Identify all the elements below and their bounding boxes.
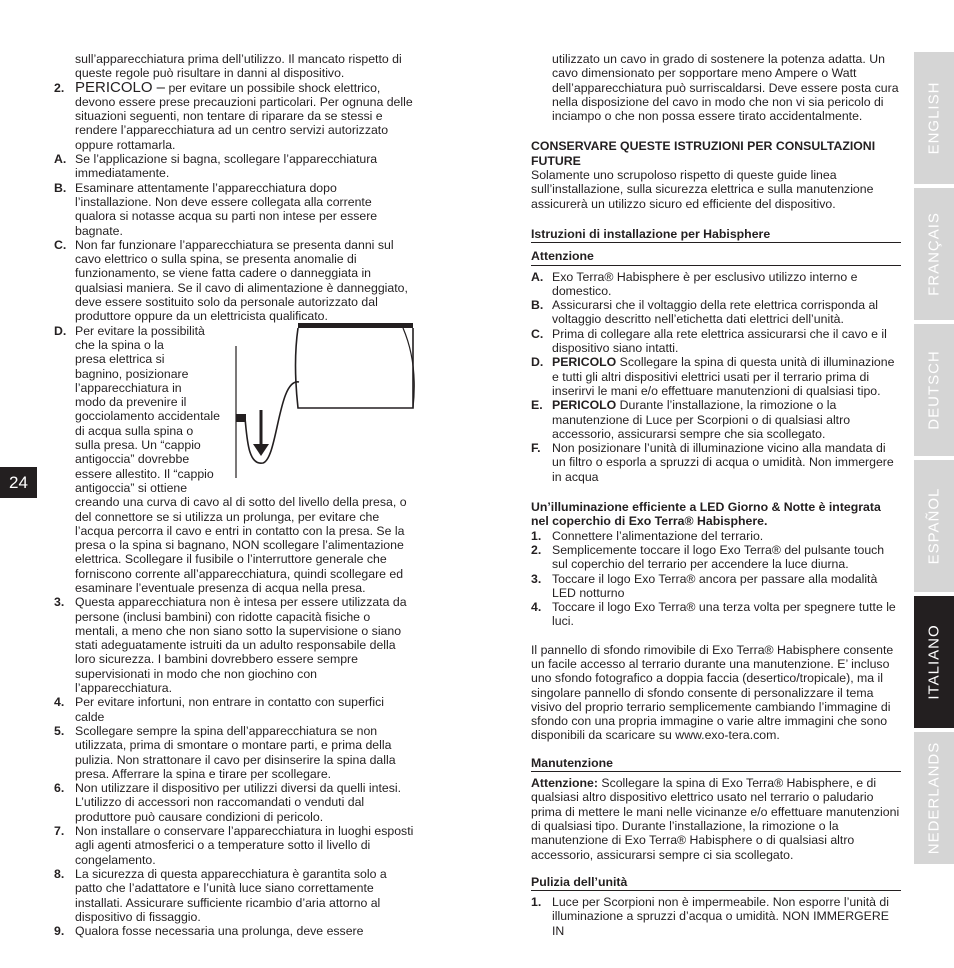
list-item bbox=[54, 595, 416, 695]
item-number: C. bbox=[531, 326, 544, 341]
danger-title: PERICOLO – bbox=[75, 78, 166, 96]
cable-loop bbox=[245, 382, 299, 463]
item-number: 5. bbox=[54, 723, 65, 738]
item-text: Durante l’installazione, la rimozione o la manutenzione di Luce per Scorpioni o di qualsiasi altro accessorio, assicurarsi sempre che sia scollegato. bbox=[552, 398, 851, 441]
list-item bbox=[531, 327, 901, 356]
item-d-line: sulla presa. Un “cappio bbox=[75, 438, 201, 453]
item-number: 3. bbox=[531, 571, 542, 586]
item-number: 1. bbox=[531, 528, 542, 543]
item-d-line: di acqua sulla spina o bbox=[75, 423, 194, 438]
item-bold-label: PERICOLO bbox=[552, 355, 617, 370]
item-letter: C. bbox=[54, 237, 67, 252]
tab-label: ESPAÑOL bbox=[925, 487, 943, 565]
item-text: Esaminare attentamente l’apparecchiatura dopo l’installazione. Non deve essere collegata alla corrente qualora si notasse acqua su parti non intese per essere bagnate. bbox=[75, 180, 378, 238]
item-text: Assicurarsi che il voltaggio della rete elettrica corrisponda al voltaggio descritto nell’etichetta dati elettrici dell’unità. bbox=[552, 298, 879, 327]
item-number: E. bbox=[531, 398, 543, 413]
item-number: A. bbox=[531, 269, 544, 284]
item-text: Non far funzionare l’apparecchiatura se presenta danni sul cavo elettrico o sulla spina, se presenta anomalie di funzionamento, se viene fatta cadere o danneggiata in qualsiasi maniera. Se il cavo di alimentazione è danneggiato, deve essere sostituito solo da personale autorizzato dal produttore oppure da un elettricista qualificato. bbox=[75, 237, 408, 324]
item-text: Scollegare sempre la spina dell’apparecchiatura se non utilizzata, prima di smontare o montare parti, e prima della pulizia. Non strattonare il cavo per disinserire la spina dalla presa. Afferrare la spina e tirare per scollegare. bbox=[75, 723, 396, 781]
terrarium-lid bbox=[298, 323, 413, 328]
paragraph-maintenance bbox=[531, 776, 901, 862]
item-number: 3. bbox=[54, 595, 65, 610]
wall-plug bbox=[236, 414, 246, 422]
item-text: per evitare un possibile shock elettrico, devono essere prese precauzioni particolari. Per ognuna delle situazioni seguenti, non tentare di riparare da se stessi e rendere l’apparecchiatura ad un centro servizi autorizzato oppure rottamarla. bbox=[75, 80, 413, 152]
led-list bbox=[531, 529, 901, 629]
list-item bbox=[531, 270, 901, 299]
tab-label: ENGLISH bbox=[925, 81, 943, 155]
item-text: Non installare o conservare l’apparecchiatura in luoghi esposti agli agenti atmosferici o a temperature sotto il livello di congelamento. bbox=[75, 824, 414, 867]
list-item bbox=[531, 441, 901, 484]
tab-deutsch[interactable] bbox=[914, 324, 954, 456]
list-item bbox=[54, 867, 416, 924]
list-item bbox=[531, 355, 901, 398]
item-text: Scollegare la spina di questa unità di illuminazione e tutti gli altri dispositivi elettrici usati per il terrario prima di inserirvi le mani e/o effettuare manutenzioni di qualsiasi tipo. bbox=[552, 355, 895, 398]
item-number: 4. bbox=[531, 600, 542, 615]
item-text: La sicurezza di questa apparecchiatura è garantita solo a patto che l’adattatore e l’unità luce siano correttamente installati. Assicurare sufficiente ricambio d’aria attorno al dispositivo di fissaggio. bbox=[75, 866, 387, 924]
list-item bbox=[54, 924, 416, 938]
list-item bbox=[54, 724, 416, 781]
item-text: Toccare il logo Exo Terra® ancora per passare alla modalità LED notturno bbox=[552, 571, 878, 600]
terrarium-glass bbox=[296, 328, 414, 408]
item-number: 8. bbox=[54, 866, 65, 881]
drip-loop-illustration bbox=[233, 318, 423, 478]
item-d-line: gocciolamento accidentale bbox=[75, 409, 220, 424]
tab-label: NEDERLANDS bbox=[925, 741, 943, 855]
list-item bbox=[531, 529, 901, 543]
item-d-line: antigoccia” dovrebbe bbox=[75, 452, 190, 467]
list-item bbox=[531, 895, 901, 938]
item-number: 2. bbox=[531, 542, 542, 557]
language-tabs bbox=[914, 52, 954, 868]
item-d-line: Per evitare la possibilità bbox=[75, 323, 205, 338]
item-letter: D. bbox=[54, 323, 67, 338]
item-d-line: antigoccia” si ottiene bbox=[75, 480, 188, 495]
item-d-line: essere allestito. Il “cappio bbox=[75, 466, 214, 481]
item-text: Toccare il logo Exo Terra® una terza volta per spegnere tutte le luci. bbox=[552, 600, 896, 629]
list-item-a bbox=[54, 152, 416, 181]
item-d-line: l’apparecchiatura in bbox=[75, 380, 182, 395]
list-item bbox=[531, 398, 901, 441]
item-text: Non utilizzare il dispositivo per utilizzi diversi da quelli intesi. L’utilizzo di accessori non raccomandati o venduti dal produttore può causare condizioni di pericolo. bbox=[75, 781, 402, 824]
tab-español[interactable] bbox=[914, 460, 954, 592]
right-column bbox=[531, 52, 901, 938]
item-d-line: bagnino, posizionare bbox=[75, 366, 189, 381]
item-letter: A. bbox=[54, 152, 67, 167]
item-number: D. bbox=[531, 355, 544, 370]
paragraph-panel: Il pannello di sfondo rimovibile di Exo Terra® Habisphere consente un facile accesso al terrario durante una manutenzione. E’ incluso uno sfondo fotografico a doppia faccia (desertico/tropicale), ma il singolare pannello di sfondo consente di personalizzare il tema visivo del proprio terrario semplicemente cambiando l’immagine di sfondo con una propria immagine o varie altre immagini che sono disponibili da scaricare su www.exo-tera.com. bbox=[531, 642, 894, 743]
item-text: creando una curva di cavo al di sotto del livello della presa, o del connettore se si utilizza un prolunga, per evitare che l’acqua percorra il cavo e entri in contatto con la presa. Se la presa o la spina si bagnano, NON scollegare l’alimentazione elettrica. Scollegare il fusibile o l’interruttore generale che forniscono corrente all’apparecchiatura, quindi scollegare ed esaminare l’eventuale presenza di acqua nella presa. bbox=[75, 495, 407, 595]
tab-english[interactable] bbox=[914, 52, 954, 184]
item-d-line: che la spina o la bbox=[75, 337, 164, 352]
list-item-b bbox=[54, 181, 416, 238]
item-text: Qualora fosse necessaria una prolunga, deve essere bbox=[75, 924, 364, 939]
paragraph-cont-9: utilizzato un cavo in grado di sostenere la potenza adatta. Un cavo dimensionato per sopportare meno Ampere o Watt dell’apparecchiatura può surriscaldarsi. Deve essere posta cura nella disposizione del cavo in modo che non vi sia pericolo di inciampo o che non possa essere tirato accidentalmente. bbox=[552, 52, 899, 124]
section-heading-maintenance: Manutenzione bbox=[531, 756, 901, 772]
list-item bbox=[54, 824, 416, 867]
maintenance-bold: Attenzione: bbox=[531, 776, 598, 791]
attention-list bbox=[531, 270, 901, 484]
item-number: 9. bbox=[54, 924, 65, 939]
tab-label: FRANÇAIS bbox=[925, 212, 943, 296]
item-number: 2. bbox=[54, 80, 65, 95]
item-number: B. bbox=[531, 298, 544, 313]
tab-label: ITALIANO bbox=[925, 624, 943, 700]
list-item bbox=[54, 781, 416, 824]
item-number: 6. bbox=[54, 781, 65, 796]
list-item-2 bbox=[54, 78, 416, 152]
subheading-attention: Attenzione bbox=[531, 249, 901, 265]
item-letter: B. bbox=[54, 180, 67, 195]
item-text: Per evitare infortuni, non entrare in contatto con superfici calde bbox=[75, 695, 384, 724]
list-item-c bbox=[54, 238, 416, 324]
maintenance-text: Scollegare la spina di Exo Terra® Habisphere, e di qualsiasi altro dispositivo elettrico usato nel terrario o paludario prima di mettere le mani nelle vicinanze e/o effettuare manutenzioni di qualsiasi tipo. Durante l’installazione, la rimozione o la manutenzione di Exo Terra® Habisphere o di qualsiasi altro accessorio, assicurarsi sempre ci sia scollegato. bbox=[531, 776, 900, 862]
page-number: 24 bbox=[0, 467, 37, 498]
item-number: 7. bbox=[54, 824, 65, 839]
item-text: Se l’applicazione si bagna, scollegare l’apparecchiatura immediatamente. bbox=[75, 152, 378, 181]
paragraph-intro: sull’apparecchiatura prima dell’utilizzo. Il mancato rispetto di queste regole può risultare in danni al dispositivo. bbox=[75, 52, 402, 81]
item-text: Exo Terra® Habisphere è per esclusivo utilizzo interno e domestico. bbox=[552, 269, 858, 298]
item-d-line: modo da prevenire il bbox=[75, 395, 187, 410]
paragraph-conserve: Solamente uno scrupoloso rispetto di queste guide linea sull’installazione, sulla sicurezza elettrica e sulla manutenzione assicurerà un utilizzo sicuro ed efficiente del dispositivo. bbox=[531, 168, 874, 211]
tab-nederlands[interactable] bbox=[914, 732, 954, 864]
list-item bbox=[531, 572, 901, 601]
item-text: Connettere l’alimentazione del terrario. bbox=[552, 528, 764, 543]
left-column bbox=[54, 52, 416, 938]
section-heading-conserve: CONSERVARE QUESTE ISTRUZIONI PER CONSULTAZIONI FUTURE bbox=[531, 139, 876, 168]
list-item bbox=[54, 695, 416, 724]
tab-français[interactable] bbox=[914, 188, 954, 320]
tab-label: DEUTSCH bbox=[925, 350, 943, 430]
item-number: F. bbox=[531, 441, 541, 456]
item-text: Semplicemente toccare il logo Exo Terra® del pulsante touch sul coperchio del terrario per accendere la luce diurna. bbox=[552, 542, 885, 572]
item-d-line: presa elettrica si bbox=[75, 352, 165, 367]
tab-italiano[interactable] bbox=[914, 596, 954, 728]
item-number: 1. bbox=[531, 895, 542, 910]
list-item bbox=[531, 600, 901, 629]
item-bold-label: PERICOLO bbox=[552, 398, 617, 413]
item-text: Luce per Scorpioni non è impermeabile. Non esporre l’unità di illuminazione a spruzzi d’acqua o umidità. NON IMMERGERE IN bbox=[552, 895, 889, 938]
arrow-head bbox=[253, 444, 269, 456]
item-text: Non posizionare l’unità di illuminazione vicino alla mandata di un filtro o esporla a spruzzi di acqua o umidità. Non immergere in acqua bbox=[552, 441, 894, 484]
section-heading-led: Un’illuminazione efficiente a LED Giorno & Notte è integrata nel coperchio di Exo Terra® Habisphere. bbox=[531, 500, 881, 529]
cleaning-list bbox=[531, 895, 901, 938]
section-heading-install: Istruzioni di installazione per Habisphere bbox=[531, 227, 901, 243]
numbered-list bbox=[54, 595, 416, 938]
list-item bbox=[531, 543, 901, 572]
list-item bbox=[531, 298, 901, 327]
item-number: 4. bbox=[54, 695, 65, 710]
item-text: Prima di collegare alla rete elettrica assicurarsi che il cavo e il dispositivo siano intatti. bbox=[552, 326, 887, 356]
section-heading-cleaning: Pulizia dell’unità bbox=[531, 875, 901, 891]
item-text: Questa apparecchiatura non è intesa per essere utilizzata da persone (inclusi bambini) con ridotte capacità fisiche o mentali, a meno che non siano sotto la supervisione o siano stati adeguatamente istruiti da un adulto responsabile della loro sicurezza. I bambini dovrebbero essere sempre supervisionati in modo che non giochino con l’apparecchiatura. bbox=[75, 595, 407, 696]
